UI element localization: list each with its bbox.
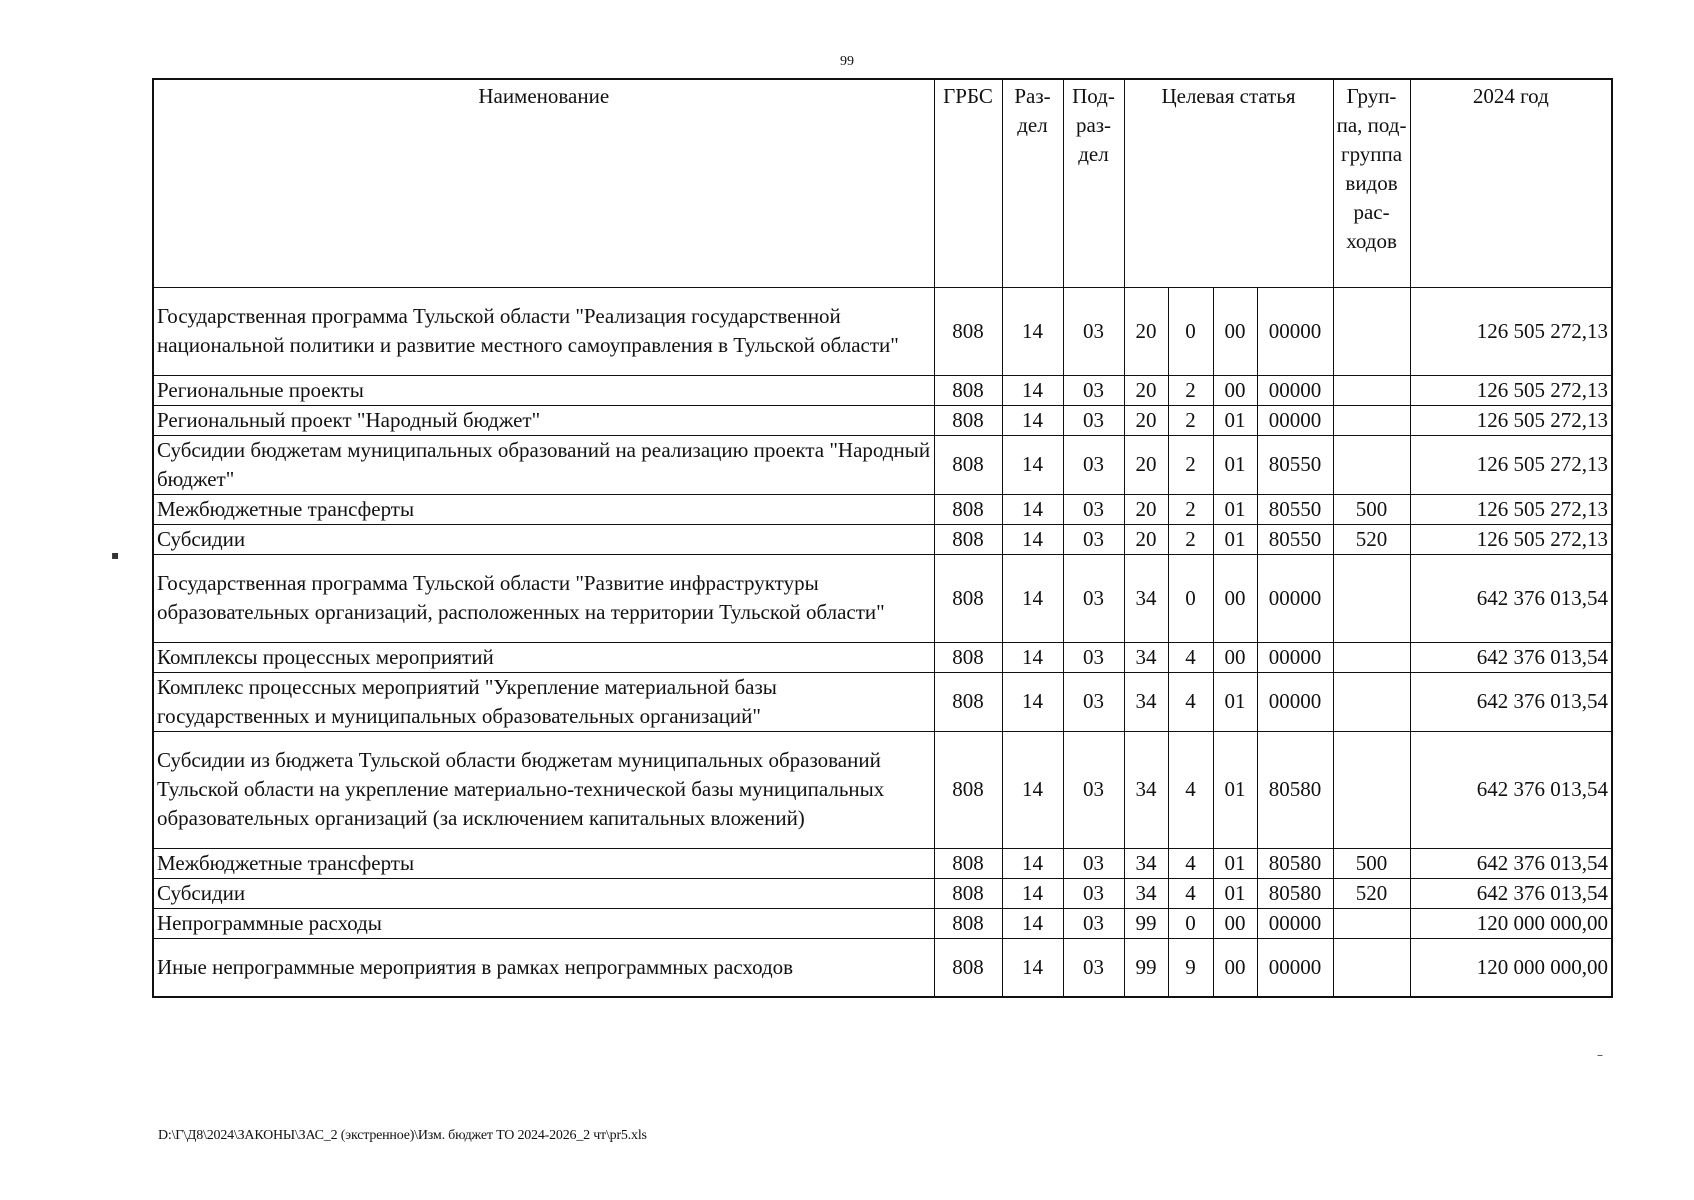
row-subsection: 03 [1063, 672, 1124, 731]
row-section: 14 [1002, 878, 1063, 908]
row-name: Комплекс процессных мероприятий "Укрепление материальной базы государственных и муниципальных образовательных организаций" [153, 672, 934, 731]
header-name: Наименование [153, 79, 934, 287]
scan-mark-right: – [1597, 1048, 1603, 1062]
row-subsection: 03 [1063, 435, 1124, 494]
row-amount: 126 505 272,13 [1410, 405, 1612, 435]
row-target-event: 01 [1213, 672, 1257, 731]
row-target-type: 4 [1168, 848, 1213, 878]
row-target-event: 00 [1213, 642, 1257, 672]
scan-mark-left: ▪ [111, 548, 120, 562]
row-target-program: 34 [1124, 672, 1168, 731]
row-target-direction: 00000 [1257, 938, 1333, 997]
row-target-event: 01 [1213, 878, 1257, 908]
row-section: 14 [1002, 554, 1063, 642]
row-expense-group [1333, 287, 1410, 375]
row-target-program: 20 [1124, 494, 1168, 524]
row-expense-group [1333, 435, 1410, 494]
row-expense-group: 500 [1333, 494, 1410, 524]
row-name: Межбюджетные трансферты [153, 494, 934, 524]
row-expense-group [1333, 554, 1410, 642]
row-section: 14 [1002, 405, 1063, 435]
row-section: 14 [1002, 287, 1063, 375]
row-grbs: 808 [934, 878, 1002, 908]
row-amount: 126 505 272,13 [1410, 375, 1612, 405]
table-row [153, 524, 1612, 554]
row-name: Региональный проект "Народный бюджет" [153, 405, 934, 435]
row-target-type: 0 [1168, 287, 1213, 375]
row-amount: 126 505 272,13 [1410, 524, 1612, 554]
file-path: D:\Г\Д8\2024\ЗАКОНЫ\ЗАС_2 (экстренное)\Изм. бюджет ТО 2024-2026_2 чт\pr5.xls [158, 1128, 647, 1143]
row-grbs: 808 [934, 524, 1002, 554]
row-target-type: 2 [1168, 375, 1213, 405]
row-grbs: 808 [934, 848, 1002, 878]
row-name: Субсидии [153, 524, 934, 554]
row-target-type: 2 [1168, 494, 1213, 524]
row-target-program: 34 [1124, 731, 1168, 848]
row-amount: 126 505 272,13 [1410, 287, 1612, 375]
table-row [153, 435, 1612, 494]
row-target-program: 34 [1124, 554, 1168, 642]
row-grbs: 808 [934, 405, 1002, 435]
row-target-program: 20 [1124, 435, 1168, 494]
row-expense-group [1333, 938, 1410, 997]
row-section: 14 [1002, 908, 1063, 938]
row-target-event: 01 [1213, 405, 1257, 435]
row-name: Государственная программа Тульской области "Реализация государственной национальной политики и развитие местного самоуправления в Тульской области" [153, 287, 934, 375]
row-target-program: 20 [1124, 375, 1168, 405]
row-subsection: 03 [1063, 554, 1124, 642]
row-name: Государственная программа Тульской области "Развитие инфраструктуры образовательных организаций, расположенных на территории Тульской области" [153, 554, 934, 642]
row-section: 14 [1002, 375, 1063, 405]
row-target-event: 01 [1213, 494, 1257, 524]
table-row [153, 642, 1612, 672]
row-target-event: 00 [1213, 554, 1257, 642]
table-row [153, 672, 1612, 731]
row-grbs: 808 [934, 375, 1002, 405]
row-target-direction: 00000 [1257, 642, 1333, 672]
table-row [153, 731, 1612, 848]
table-row [153, 878, 1612, 908]
row-target-direction: 00000 [1257, 672, 1333, 731]
row-subsection: 03 [1063, 375, 1124, 405]
row-section: 14 [1002, 494, 1063, 524]
row-subsection: 03 [1063, 642, 1124, 672]
row-target-event: 01 [1213, 435, 1257, 494]
row-grbs: 808 [934, 642, 1002, 672]
row-target-direction: 80580 [1257, 848, 1333, 878]
row-grbs: 808 [934, 287, 1002, 375]
row-expense-group [1333, 908, 1410, 938]
header-row [153, 79, 1612, 287]
row-target-type: 4 [1168, 878, 1213, 908]
row-target-type: 4 [1168, 642, 1213, 672]
row-section: 14 [1002, 672, 1063, 731]
row-target-direction: 80550 [1257, 524, 1333, 554]
row-amount: 120 000 000,00 [1410, 908, 1612, 938]
row-target-event: 00 [1213, 375, 1257, 405]
row-section: 14 [1002, 938, 1063, 997]
table-row [153, 287, 1612, 375]
row-amount: 126 505 272,13 [1410, 435, 1612, 494]
row-section: 14 [1002, 435, 1063, 494]
row-amount: 642 376 013,54 [1410, 554, 1612, 642]
row-subsection: 03 [1063, 848, 1124, 878]
row-expense-group [1333, 642, 1410, 672]
row-amount: 642 376 013,54 [1410, 878, 1612, 908]
row-amount: 126 505 272,13 [1410, 494, 1612, 524]
row-target-event: 00 [1213, 287, 1257, 375]
row-expense-group [1333, 375, 1410, 405]
row-name: Непрограммные расходы [153, 908, 934, 938]
row-expense-group: 520 [1333, 524, 1410, 554]
row-target-direction: 00000 [1257, 405, 1333, 435]
row-subsection: 03 [1063, 908, 1124, 938]
row-target-direction: 00000 [1257, 375, 1333, 405]
table-row [153, 908, 1612, 938]
row-target-type: 2 [1168, 405, 1213, 435]
row-expense-group [1333, 731, 1410, 848]
row-target-type: 4 [1168, 731, 1213, 848]
row-expense-group [1333, 405, 1410, 435]
row-subsection: 03 [1063, 938, 1124, 997]
row-subsection: 03 [1063, 287, 1124, 375]
row-target-direction: 80580 [1257, 878, 1333, 908]
row-amount: 642 376 013,54 [1410, 848, 1612, 878]
row-target-type: 0 [1168, 554, 1213, 642]
row-target-type: 2 [1168, 435, 1213, 494]
row-target-type: 9 [1168, 938, 1213, 997]
row-subsection: 03 [1063, 494, 1124, 524]
row-section: 14 [1002, 524, 1063, 554]
row-grbs: 808 [934, 554, 1002, 642]
header-target: Целевая статья [1124, 79, 1333, 287]
row-section: 14 [1002, 848, 1063, 878]
header-year: 2024 год [1410, 79, 1612, 287]
row-name: Субсидии [153, 878, 934, 908]
row-target-direction: 80580 [1257, 731, 1333, 848]
table-body [153, 287, 1612, 997]
row-target-event: 01 [1213, 731, 1257, 848]
row-amount: 642 376 013,54 [1410, 731, 1612, 848]
row-target-program: 34 [1124, 642, 1168, 672]
row-grbs: 808 [934, 731, 1002, 848]
table-row [153, 848, 1612, 878]
header-section: Раз- дел [1002, 79, 1063, 287]
row-amount: 120 000 000,00 [1410, 938, 1612, 997]
table-row [153, 405, 1612, 435]
row-target-direction: 00000 [1257, 554, 1333, 642]
row-section: 14 [1002, 642, 1063, 672]
row-subsection: 03 [1063, 405, 1124, 435]
budget-table [152, 78, 1613, 998]
row-target-program: 34 [1124, 878, 1168, 908]
row-grbs: 808 [934, 494, 1002, 524]
row-amount: 642 376 013,54 [1410, 642, 1612, 672]
row-name: Комплексы процессных мероприятий [153, 642, 934, 672]
row-target-program: 20 [1124, 287, 1168, 375]
row-name: Субсидии бюджетам муниципальных образований на реализацию проекта "Народный бюджет" [153, 435, 934, 494]
table-row [153, 938, 1612, 997]
row-grbs: 808 [934, 908, 1002, 938]
page-number: 99 [840, 54, 854, 69]
row-target-program: 99 [1124, 938, 1168, 997]
row-name: Межбюджетные трансферты [153, 848, 934, 878]
row-expense-group: 520 [1333, 878, 1410, 908]
row-grbs: 808 [934, 938, 1002, 997]
row-target-event: 01 [1213, 848, 1257, 878]
row-expense-group [1333, 672, 1410, 731]
row-target-direction: 00000 [1257, 287, 1333, 375]
row-target-program: 34 [1124, 848, 1168, 878]
row-amount: 642 376 013,54 [1410, 672, 1612, 731]
row-subsection: 03 [1063, 731, 1124, 848]
row-target-direction: 80550 [1257, 435, 1333, 494]
header-subsection: Под- раз- дел [1063, 79, 1124, 287]
row-grbs: 808 [934, 672, 1002, 731]
table-row [153, 554, 1612, 642]
row-name: Субсидии из бюджета Тульской области бюджетам муниципальных образований Тульской области на укрепление материально-технической базы муниципальных образовательных организаций (за исключением капитальных вложений) [153, 731, 934, 848]
header-grbs: ГРБС [934, 79, 1002, 287]
row-target-direction: 00000 [1257, 908, 1333, 938]
row-target-event: 00 [1213, 938, 1257, 997]
row-subsection: 03 [1063, 878, 1124, 908]
table-row [153, 494, 1612, 524]
row-subsection: 03 [1063, 524, 1124, 554]
header-group: Груп- па, под- группа видов рас- ходов [1333, 79, 1410, 287]
row-grbs: 808 [934, 435, 1002, 494]
row-target-type: 4 [1168, 672, 1213, 731]
row-target-type: 0 [1168, 908, 1213, 938]
row-target-program: 99 [1124, 908, 1168, 938]
row-target-program: 20 [1124, 524, 1168, 554]
row-expense-group: 500 [1333, 848, 1410, 878]
row-name: Региональные проекты [153, 375, 934, 405]
table-row [153, 375, 1612, 405]
row-target-program: 20 [1124, 405, 1168, 435]
row-target-type: 2 [1168, 524, 1213, 554]
row-section: 14 [1002, 731, 1063, 848]
row-target-event: 01 [1213, 524, 1257, 554]
row-target-direction: 80550 [1257, 494, 1333, 524]
row-target-event: 00 [1213, 908, 1257, 938]
row-name: Иные непрограммные мероприятия в рамках непрограммных расходов [153, 938, 934, 997]
